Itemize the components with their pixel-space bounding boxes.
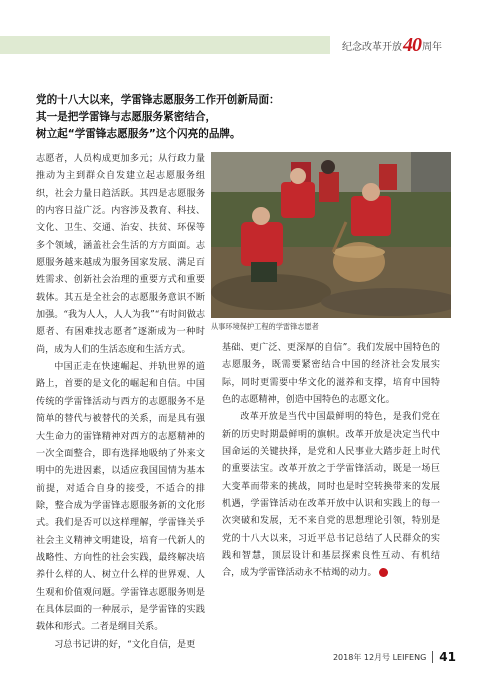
headline-line-2: 其一是把学雷锋与志愿服务紧密结合，: [36, 111, 217, 123]
page-number: 41: [439, 650, 456, 664]
right-paragraph-1: 基础、更广泛、更深厚的自信”。我们发展中国特色的志愿服务，既需要紧密结合中国的经济社会发展实际，同时更需要中华文化的滋养和支撑，培育中国特色的志愿精神，创造中国特色的志愿文化。: [222, 343, 440, 406]
left-text-column: [36, 151, 205, 654]
left-paragraph-3: 习总书记讲的好，“文化自信，是更: [54, 639, 196, 650]
left-paragraph-1: 志愿者，人员构成更加多元；从行政力量推动为主到群众自发建立起志愿服务组织，社会力量日趋活跃。其四是志愿服务的内容日益广泛。内容涉及教育、科技、文化、卫生、交通、治安、扶贫、环保等多个领域，涵盖社会生活的方方面面。志愿服务越来越成为服务国家发展、满足百姓需求、创新社会治理的重要方式和重要载体。其五是全社会的志愿服务意识不断加强。“我为人人，人人为我”“有时间做志愿者、有困难找志愿者”逐渐成为一种时尚，成为人们的生活态度和生活方式。: [36, 154, 205, 355]
headline-line-3: 树立起“学雷锋志愿服务”这个闪亮的品牌。: [36, 128, 241, 140]
anniversary-tag-prefix: 纪念改革开放: [342, 41, 402, 53]
anniversary-tag-suffix: 周年: [422, 41, 442, 53]
page-footer: [333, 650, 456, 664]
photo-caption: 从事环境保护工程的学雷锋志愿者: [211, 322, 319, 331]
headline-line-1: 党的十八大以来，学雷锋志愿服务工作开创新局面：: [36, 94, 280, 106]
anniversary-number: 40: [403, 33, 421, 56]
header-color-band: [0, 36, 330, 54]
right-paragraph-2-text: 改革开放是当代中国最鲜明的特色，是我们党在新的历史时期最鲜明的旗帜。改革开放是决定当代中国命运的关键抉择，是党和人民事业大踏步赶上时代的重要法宝。改革开放之于学雷锋活动，既是一场巨大变革而带来的挑战，同时也是时空转换带来的发展机遇，学雷锋活动在改革开放中认识和实践上的每一次突破和发展，无不来自党的思想理论引领，特别是党的十八大以来，习近平总书记总结了人民群众的实践和智慧，顶层设计和基层探索良性互动、有机结合，成为学雷锋活动永不枯竭的动力。: [222, 412, 440, 579]
article-headline: [36, 92, 336, 143]
footer-divider: [432, 651, 433, 663]
end-mark-icon: [379, 568, 388, 577]
anniversary-tag: [342, 34, 442, 56]
right-paragraph-2: [222, 409, 440, 582]
left-paragraph-2: 中国正走在快速崛起、并轨世界的道路上，首要的是文化的崛起和自信。中国传统的学雷锋活动与西方的志愿服务不是简单的替代与被替代的关系，而是具有强大生命力的雷锋精神对西方的志愿精神的一次全面整合，即有选择地吸纳了外来文明中的先进因素，以适应我国国情为基本前提，对适合自身的接受，不适合的排除，整合成为学雷锋志愿服务新的文化形式。我们是否可以这样理解，学雷锋关乎社会主义精神文明建设，培育一代新人的战略性、方向性的社会实践，最终解决培养什么样的人、树立什么样的世界观、人生观和价值观问题。学雷锋志愿服务则是在具体层面的一种展示，是学雷锋的实践载体和形式。二者是纲目关系。: [36, 362, 205, 633]
volunteers-photo: [211, 152, 451, 318]
volunteers-photo-illustration: [211, 152, 451, 318]
right-text-column: [222, 340, 440, 583]
issue-info: 2018年 12月号 LEIFENG: [332, 652, 427, 662]
